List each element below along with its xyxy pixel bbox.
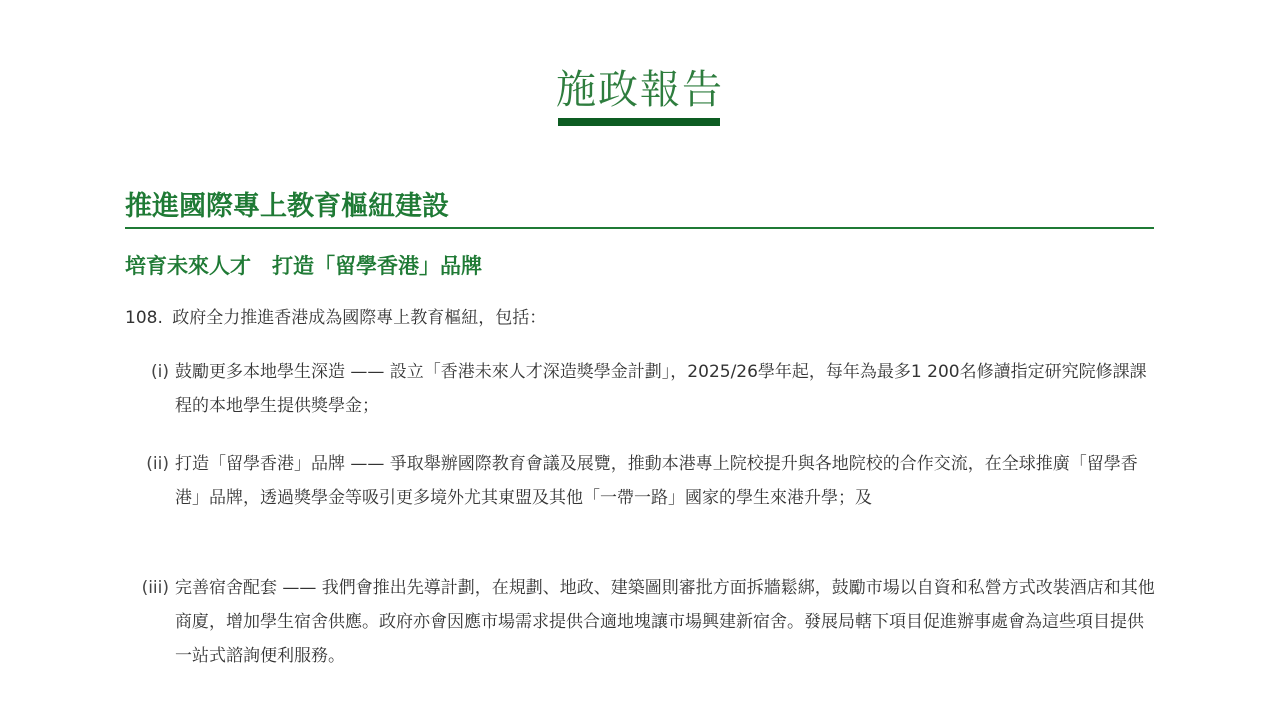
section-heading: 推進國際專上教育樞紐建設: [125, 191, 449, 222]
list-item-text: 鼓勵更多本地學生深造 —— 設立「香港未來人才深造獎學金計劃」，2025/26學年起，每年為最多1 200名修讀指定研究院修課課程的本地學生提供獎學金；: [175, 362, 1147, 416]
title-underline: [558, 118, 720, 126]
list-item: [125, 571, 1155, 673]
page-title: 施政報告: [556, 67, 724, 113]
list-item-marker: (iii): [141, 578, 169, 598]
list-item: [125, 447, 1155, 515]
paragraph-number: 108.: [125, 308, 163, 328]
paragraph-108: [125, 305, 546, 331]
sub-heading: 培育未來人才 打造「留學香港」品牌: [125, 254, 482, 278]
section-divider: [125, 227, 1154, 229]
list-item-marker: (ii): [146, 454, 169, 474]
list-item-text: 完善宿舍配套 —— 我們會推出先導計劃，在規劃、地政、建築圖則審批方面拆牆鬆綁，鼓勵市場以自資和私營方式改裝酒店和其他商廈，增加學生宿舍供應。政府亦會因應市場需求提供合適地塊讓市場興建新宿舍。發展局轄下項目促進辦事處會為這些項目提供一站式諮詢便利服務。: [175, 578, 1155, 666]
paragraph-text: 政府全力推進香港成為國際專上教育樞紐，包括：: [172, 308, 547, 328]
list-item: [125, 355, 1155, 423]
list-item-marker: (i): [151, 362, 169, 382]
list-item-text: 打造「留學香港」品牌 —— 爭取舉辦國際教育會議及展覽，推動本港專上院校提升與各地院校的合作交流，在全球推廣「留學香港」品牌，透過獎學金等吸引更多境外尤其東盟及其他「一帶一路」國家的學生來港升學；及: [175, 454, 1138, 508]
